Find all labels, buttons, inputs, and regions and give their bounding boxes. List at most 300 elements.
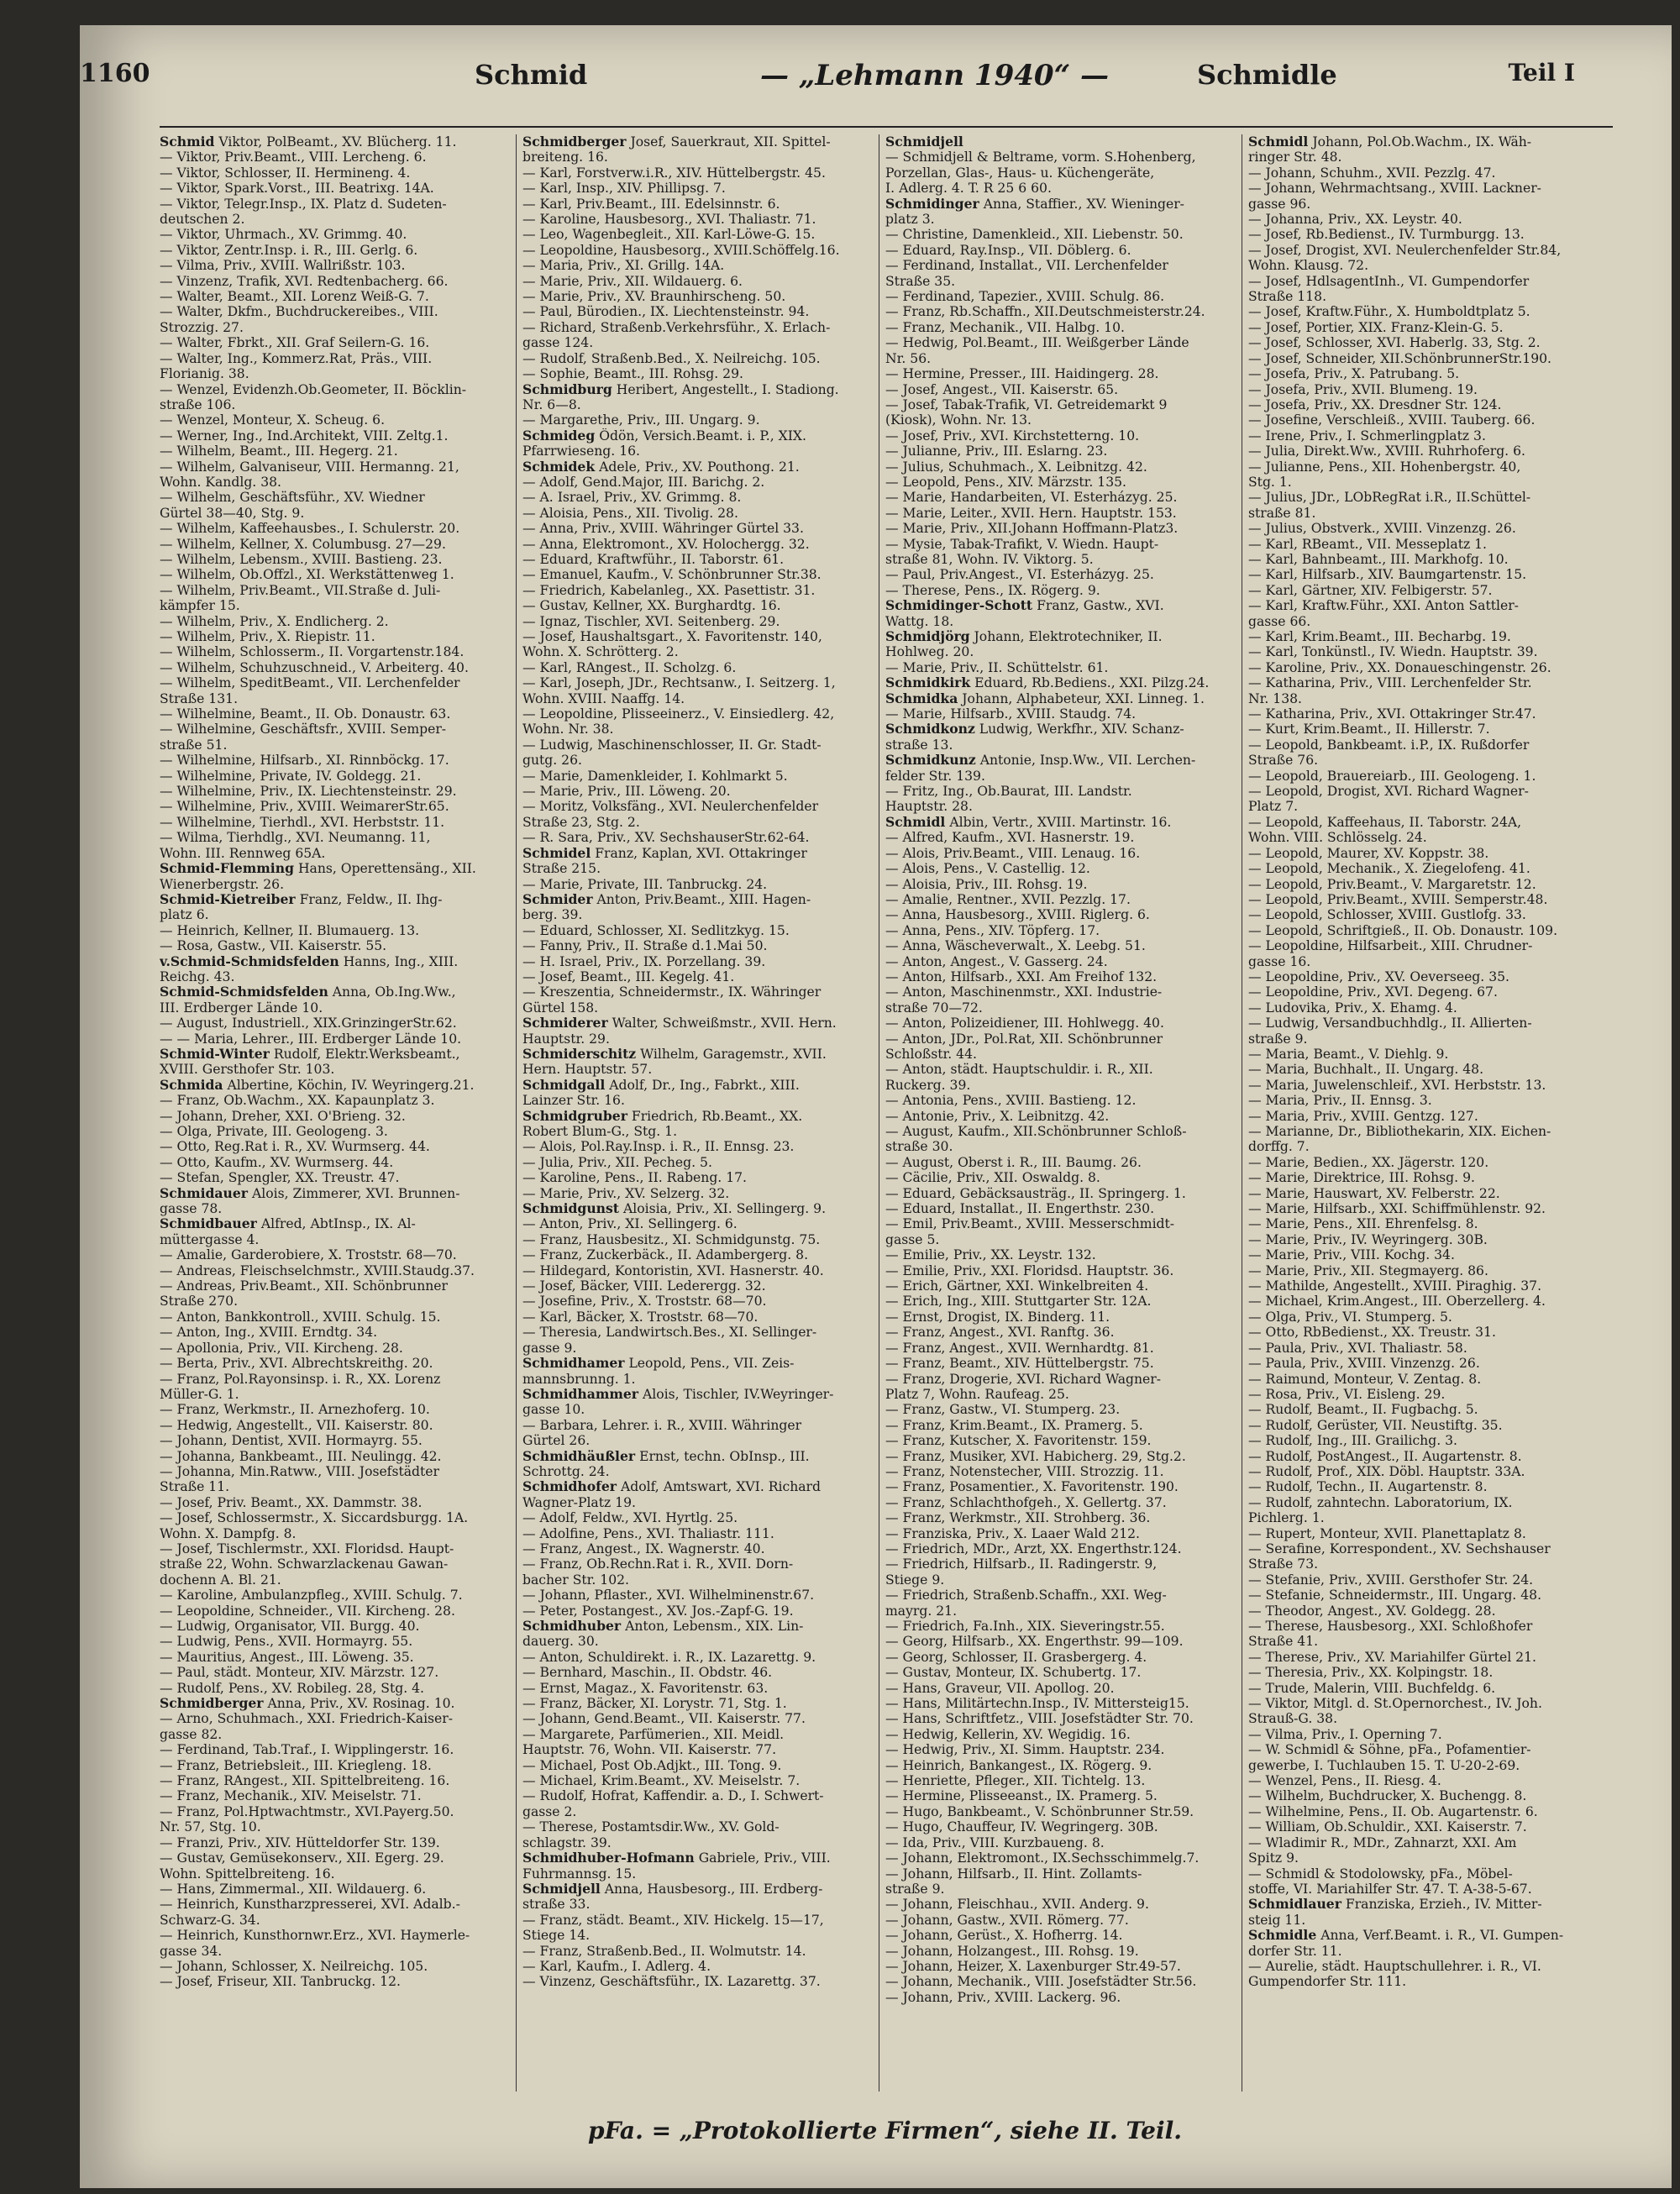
entry-text: — Stefanie, Schneidermstr., III. Ungarg. 48. [1248, 1588, 1542, 1604]
entry-surname: v.Schmid-Schmidsfelden [160, 953, 339, 969]
entry-text: Anna, Ob.Ing.Ww., [328, 984, 456, 1000]
directory-entry-line [160, 412, 511, 428]
directory-entry-line [522, 537, 874, 552]
directory-entry-line [522, 552, 874, 567]
directory-entry-line [1248, 1278, 1599, 1294]
directory-entry-line [522, 969, 874, 984]
directory-entry-line [160, 134, 511, 150]
directory-entry-line [885, 506, 1236, 521]
entry-text: — Karl, Priv.Beamt., III. Edelsinnstr. 6. [522, 196, 780, 212]
entry-text: — Julia, Direkt.Ww., XVIII. Ruhrhoferg. 6. [1248, 444, 1525, 459]
entry-text: — Theresia, Landwirtsch.Bes., XI. Sellinger- [522, 1325, 817, 1341]
entry-text: — August, Industriell., XIX.GrinzingerStr.62. [160, 1016, 457, 1031]
entry-text: — Franz, Schlachthofgeh., X. Gellertg. 37. [885, 1494, 1167, 1510]
directory-entry-line [1248, 1418, 1599, 1433]
entry-text: Friedrich, Rb.Beamt., XX. [627, 1108, 803, 1124]
directory-entry-line [160, 1170, 511, 1185]
directory-entry-line [160, 1913, 511, 1928]
entry-text: — Mathilde, Angestellt., XVIII. Piraghig. 37. [1248, 1278, 1542, 1294]
entry-text: — Josef, Angest., VII. Kaiserstr. 65. [885, 381, 1119, 397]
directory-entry-line [160, 1000, 511, 1016]
entry-text: — Johann, Heizer, X. Laxenburger Str.49-57. [885, 1958, 1181, 1974]
entry-text: Straße 41. [1248, 1634, 1319, 1650]
directory-entry-line [1248, 1170, 1599, 1185]
directory-entry-line [885, 289, 1236, 304]
directory-entry-line [522, 1016, 874, 1031]
entry-text: — Johann, Mechanik., VIII. Josefstädter Str.56. [885, 1974, 1197, 1990]
directory-entry-line [885, 150, 1236, 165]
entry-text: — Franz, Musiker, XVI. Habicherg. 29, Stg.2. [885, 1448, 1186, 1464]
entry-text: — Franz, Pol.Rayonsinsp. i. R., XX. Lorenz [160, 1371, 441, 1387]
entry-text: — Wilhelmine, Beamt., II. Ob. Donaustr. 63. [160, 706, 451, 722]
entry-surname: Schmidkirk [885, 675, 971, 691]
directory-entry-line [522, 258, 874, 273]
entry-text: gasse 10. [522, 1402, 585, 1418]
directory-entry-line [522, 691, 874, 706]
entry-text: — Leo, Wagenbegleit., XII. Karl-Löwe-G. 15. [522, 227, 816, 243]
entry-text: — Rudolf, Techn., II. Augartenstr. 8. [1248, 1479, 1488, 1495]
page-footer: pFa. = „Protokollierte Firmen“, siehe II. Teil. [588, 2117, 1182, 2144]
directory-entry-line [885, 1572, 1236, 1588]
entry-text: — Leopold, Kaffeehaus, II. Taborstr. 24A, [1248, 814, 1522, 830]
entry-text: — Leopold, Schriftgieß., II. Ob. Donaustr. 109. [1248, 922, 1558, 938]
directory-entry-line [160, 1619, 511, 1634]
directory-entry-line [885, 243, 1236, 258]
directory-entry-line [1248, 150, 1599, 165]
entry-text: gasse 9. [522, 1340, 577, 1356]
directory-entry-line [522, 753, 874, 768]
entry-text: — Maria, Beamt., V. Diehlg. 9. [1248, 1046, 1449, 1062]
directory-entry-line [1248, 1479, 1599, 1494]
entry-text: Adele, Priv., XV. Pouthong. 21. [595, 459, 800, 475]
entry-text: — Hans, Schriftfetz., VIII. Josefstädter Str. 70. [885, 1711, 1194, 1727]
entry-text: — Hermine, Plisseeanst., IX. Pramerg. 5. [885, 1788, 1158, 1804]
directory-entry-line [160, 537, 511, 552]
directory-entry-line [1248, 506, 1599, 521]
entry-text: — Adolf, Gend.Major, III. Barichg. 2. [522, 474, 765, 490]
directory-entry-line [885, 629, 1236, 644]
directory-entry-line [522, 475, 874, 490]
directory-entry-line [522, 1109, 874, 1124]
directory-entry-line [522, 1882, 874, 1897]
directory-entry-line [885, 382, 1236, 397]
entry-text: — Wilhelm, Priv.Beamt., VII.Straße d. Juli- [160, 582, 441, 598]
directory-entry-line [885, 227, 1236, 242]
entry-text: Josef, Sauerkraut, XII. Spittel- [626, 134, 831, 150]
entry-text: bacher Str. 102. [522, 1572, 630, 1588]
directory-entry-line [885, 1944, 1236, 1959]
entry-text: — Walter, Fbrkt., XII. Graf Seilern-G. 16. [160, 335, 430, 351]
entry-text: — Marie, Hauswart, XV. Felberstr. 22. [1248, 1185, 1500, 1201]
directory-entry-line [522, 1866, 874, 1882]
directory-entry-line [1248, 1696, 1599, 1711]
directory-entry-line [160, 258, 511, 273]
directory-entry-line [885, 1588, 1236, 1603]
entry-text: — Amalie, Garderobiere, X. Troststr. 68—70. [160, 1247, 457, 1263]
entry-text: — Bernhard, Maschin., II. Obdstr. 46. [522, 1665, 773, 1681]
directory-entry-line [160, 1928, 511, 1943]
directory-entry-line [160, 1124, 511, 1139]
directory-entry-line [1248, 954, 1599, 969]
directory-entry-line [522, 1372, 874, 1387]
entry-text: — Johann, Pflaster., XVI. Wilhelminenstr.67. [522, 1588, 815, 1604]
entry-text: — Franz, Hausbesitz., XI. Schmidgunstg. 75. [522, 1231, 821, 1247]
entry-text: Hauptstr. 76, Wohn. VII. Kaiserstr. 77. [522, 1742, 777, 1758]
directory-column-2 [522, 134, 874, 2100]
entry-text: Franz, Feldw., II. Ihg- [295, 891, 443, 907]
directory-entry-line [1248, 1263, 1599, 1278]
directory-entry-line [522, 134, 874, 150]
entry-text: — Walter, Ing., Kommerz.Rat, Präs., VIII. [160, 350, 433, 366]
directory-entry-line [1248, 1109, 1599, 1124]
entry-text: — Aloisia, Pens., XII. Tivolig. 28. [522, 505, 738, 521]
directory-entry-line [885, 1788, 1236, 1803]
directory-entry-line [885, 614, 1236, 629]
directory-entry-line [1248, 1928, 1599, 1943]
directory-entry-line [885, 1495, 1236, 1510]
directory-entry-line [160, 1016, 511, 1031]
entry-text: Gabriele, Priv., VIII. [694, 1850, 831, 1866]
directory-entry-line [160, 1773, 511, 1788]
directory-entry-line [160, 1788, 511, 1803]
directory-entry-line [522, 1959, 874, 1974]
entry-text: — Franz, Rb.Schaffn., XII.Deutschmeisterstr.24. [885, 304, 1205, 320]
entry-text: — Erich, Ing., XIII. Stuttgarter Str. 12A. [885, 1294, 1152, 1310]
entry-text: — Leopold, Maurer, XV. Koppstr. 38. [1248, 845, 1489, 861]
directory-entry-line [522, 320, 874, 335]
entry-text: Wohn. III. Rennweg 65A. [160, 845, 326, 861]
directory-entry-line [1248, 769, 1599, 784]
entry-text: — Rudolf, Beamt., II. Fugbachg. 5. [1248, 1402, 1478, 1418]
entry-text: — Rudolf, PostAngest., II. Augartenstr. 8. [1248, 1448, 1522, 1464]
header-part: Teil I [1508, 59, 1575, 87]
directory-entry-line [160, 1464, 511, 1479]
entry-text: (Kiosk), Wohn. Nr. 13. [885, 412, 1032, 428]
directory-entry-line [1248, 382, 1599, 397]
directory-entry-line [1248, 274, 1599, 289]
entry-text: — Eduard, Ray.Insp., VII. Döblerg. 6. [885, 242, 1131, 258]
directory-entry-line [160, 1418, 511, 1433]
entry-text: — Rudolf, Straßenb.Bed., X. Neilreichg. 105. [522, 350, 821, 366]
entry-text: Müller-G. 1. [160, 1386, 239, 1402]
entry-text: — Karl, Krim.Beamt., III. Becharbg. 19. [1248, 629, 1511, 644]
directory-entry-line [160, 1031, 511, 1047]
directory-entry-line [885, 1959, 1236, 1974]
directory-entry-line [522, 1928, 874, 1943]
directory-entry-line [1248, 1062, 1599, 1077]
entry-text: — Heinrich, Kunstharzpresserei, XVI. Adalb.- [160, 1897, 460, 1913]
directory-entry-line [1248, 552, 1599, 567]
entry-text: — Franz, Angest., XVII. Wernhardtg. 81. [885, 1340, 1154, 1356]
entry-text: — Margarethe, Priv., III. Ungarg. 9. [522, 412, 760, 428]
entry-text: — Anna, Elektromont., XV. Holochergg. 32. [522, 536, 810, 552]
entry-text: — Viktor, Telegr.Insp., IX. Platz d. Sudeten- [160, 196, 447, 212]
entry-surname: Schmid-Flemming [160, 861, 294, 877]
directory-entry-line [522, 1124, 874, 1139]
directory-entry-line [522, 583, 874, 598]
directory-entry-line [885, 691, 1236, 706]
directory-entry-line [885, 1835, 1236, 1850]
directory-entry-line [1248, 1835, 1599, 1850]
entry-text: — Rosa, Priv., VI. Eisleng. 29. [1248, 1386, 1446, 1402]
entry-text: — Ludovika, Priv., X. Ehamg. 4. [1248, 1000, 1457, 1016]
directory-entry-line [522, 706, 874, 722]
entry-text: mayrg. 21. [885, 1603, 958, 1619]
entry-text: — Marie, Private, III. Tanbruckg. 24. [522, 876, 768, 892]
entry-text: — Wilhelm, Lebensm., XVIII. Bastieng. 23. [160, 551, 443, 567]
entry-text: — Heinrich, Kunsthornwr.Erz., XVI. Haymerle- [160, 1928, 470, 1944]
entry-text: — Rupert, Monteur, XVII. Planettaplatz 8. [1248, 1525, 1526, 1541]
directory-entry-line [160, 1479, 511, 1494]
entry-text: — Marianne, Dr., Bibliothekarin, XIX. Eichen- [1248, 1124, 1551, 1139]
entry-text: — Anna, Priv., XVIII. Währinger Gürtel 33. [522, 521, 804, 537]
directory-entry-line [1248, 1464, 1599, 1479]
directory-entry-line [160, 691, 511, 706]
entry-text: straße 30. [885, 1139, 953, 1155]
entry-text: — Georg, Schlosser, II. Grasbergerg. 4. [885, 1649, 1147, 1665]
directory-entry-line [160, 1588, 511, 1603]
directory-entry-line [160, 1495, 511, 1510]
directory-entry-line [522, 1758, 874, 1773]
directory-entry-line [1248, 181, 1599, 196]
entry-text: — Rudolf, Hofrat, Kaffendir. a. D., I. Schwert- [522, 1788, 824, 1804]
directory-entry-line [522, 1449, 874, 1464]
entry-text: — Heinrich, Kellner, II. Blumauerg. 13. [160, 922, 420, 938]
entry-text: Anna, Verf.Beamt. i. R., VI. Gumpen- [1316, 1928, 1564, 1944]
entry-text: — Eduard, Kraftwführ., II. Taborstr. 61. [522, 551, 785, 567]
directory-entry-line [160, 892, 511, 907]
directory-entry-line [522, 1387, 874, 1402]
directory-entry-line [1248, 567, 1599, 582]
directory-entry-line [1248, 1866, 1599, 1882]
entry-text: — Karl, RBeamt., VII. Messeplatz 1. [1248, 536, 1488, 552]
directory-entry-line [1248, 1093, 1599, 1108]
directory-entry-line [522, 799, 874, 814]
directory-entry-line [885, 1758, 1236, 1773]
entry-text: — Julia, Priv., XII. Pecheg. 5. [522, 1154, 712, 1170]
directory-entry-line [1248, 197, 1599, 212]
entry-text: Heribert, Angestellt., I. Stadiong. [612, 381, 839, 397]
entry-text: Hern. Hauptstr. 57. [522, 1062, 653, 1078]
entry-surname: Schmid-Winter [160, 1046, 270, 1062]
directory-entry-line [885, 490, 1236, 505]
entry-text: — Josef, Schlossermstr., X. Siccardsburgg. 1A. [160, 1510, 469, 1526]
directory-entry-line [522, 644, 874, 659]
directory-entry-line [522, 1619, 874, 1634]
entry-text: Gumpendorfer Str. 111. [1248, 1974, 1407, 1990]
directory-entry-line [885, 1232, 1236, 1247]
directory-entry-line [160, 1742, 511, 1757]
entry-surname: Schmidgall [522, 1077, 606, 1093]
directory-entry-line [885, 1449, 1236, 1464]
entry-text: — Anton, städt. Hauptschuldir. i. R., XII. [885, 1062, 1153, 1078]
directory-entry-line [160, 1078, 511, 1093]
entry-text: gasse 34. [160, 1943, 223, 1959]
directory-entry-line [522, 412, 874, 428]
directory-entry-line [160, 938, 511, 953]
entry-text: — Julius, JDr., LObRegRat i.R., II.Schüttel- [1248, 490, 1531, 506]
directory-entry-line [522, 1232, 874, 1247]
directory-entry-line [522, 1418, 874, 1433]
directory-entry-line [160, 1541, 511, 1556]
entry-text: — Karoline, Priv., XX. Donaueschingenstr. 26. [1248, 659, 1551, 675]
directory-entry-line [160, 830, 511, 845]
entry-text: — Karl, Bäcker, X. Troststr. 68—70. [522, 1309, 759, 1325]
entry-text: — Serafine, Korrespondent., XV. Sechshauser [1248, 1541, 1551, 1556]
entry-text: — Andreas, Fleischselchmstr., XVIII.Staudg.37. [160, 1262, 475, 1278]
directory-entry-line [522, 1804, 874, 1819]
entry-text: — Marie, Leiter., XVII. Hern. Hauptstr. 153. [885, 505, 1177, 521]
directory-entry-line [1248, 243, 1599, 258]
directory-column-1 [160, 134, 511, 2100]
directory-entry-line [1248, 938, 1599, 953]
entry-text: — Marie, Pens., XII. Ehrenfelsg. 8. [1248, 1216, 1478, 1232]
entry-text: — Josef, Schlosser, XVI. Haberlg. 33, Stg. 2. [1248, 335, 1541, 351]
directory-entry-line [1248, 784, 1599, 799]
directory-entry-line [885, 1681, 1236, 1696]
entry-text: Hans, Operettensäng., XII. [293, 861, 476, 877]
directory-entry-line [885, 1866, 1236, 1882]
entry-text: — Wenzel, Monteur, X. Scheug. 6. [160, 412, 386, 428]
directory-entry-line [1248, 412, 1599, 428]
entry-text: — Erich, Gärtner, XXI. Winkelbreiten 4. [885, 1278, 1149, 1294]
directory-entry-line [160, 304, 511, 319]
directory-entry-line [160, 382, 511, 397]
entry-surname: Schmideg [522, 428, 596, 444]
entry-text: — Marie, Direktrice, III. Rohsg. 9. [1248, 1170, 1475, 1186]
entry-text: — Karl, Gärtner, XIV. Felbigerstr. 57. [1248, 582, 1493, 598]
directory-entry-line [160, 583, 511, 598]
directory-entry-line [522, 846, 874, 861]
directory-entry-line [885, 846, 1236, 861]
entry-text: — Emilie, Priv., XX. Leystr. 132. [885, 1247, 1096, 1263]
entry-text: — Josef, Drogist, XVI. Neulerchenfelder Str.84, [1248, 242, 1562, 258]
directory-entry-line [1248, 830, 1599, 845]
entry-text: Stiege 9. [885, 1572, 945, 1588]
entry-text: — Ida, Priv., VIII. Kurzbaueng. 8. [885, 1834, 1105, 1850]
entry-text: — Franz, Werkmstr., XII. Strohberg. 36. [885, 1510, 1151, 1526]
entry-text: Franz, Gastw., XVI. [1032, 598, 1164, 614]
entry-text: — Marie, Handarbeiten, VI. Esterházyg. 25. [885, 490, 1178, 506]
entry-text: — Friedrich, Kabelanleg., XX. Pasettistr. 31. [522, 582, 816, 598]
entry-text: — Josef, Haushaltsgart., X. Favoritenstr. 140, [522, 629, 822, 644]
entry-text: — Schmidjell & Beltrame, vorm. S.Hohenberg, [885, 150, 1196, 165]
directory-entry-line [885, 907, 1236, 922]
directory-entry-line [1248, 1711, 1599, 1726]
directory-entry-line [522, 1495, 874, 1510]
entry-text: — Karoline, Ambulanzpfleg., XVIII. Schulg. 7. [160, 1588, 463, 1604]
directory-entry-line [160, 1974, 511, 1989]
entry-text: Ernst, techn. ObInsp., III. [635, 1448, 810, 1464]
entry-text: — Franz, Drogerie, XVI. Richard Wagner- [885, 1371, 1162, 1387]
entry-text: — Franz, Mechanik., XIV. Meiselstr. 71. [160, 1788, 422, 1804]
entry-text: — Eduard, Gebäcksausträg., II. Springerg. 1. [885, 1185, 1186, 1201]
entry-text: Florianig. 38. [160, 366, 249, 382]
directory-entry-line [1248, 691, 1599, 706]
directory-entry-line [522, 1294, 874, 1309]
entry-text: Wattg. 18. [885, 613, 954, 629]
column-divider [516, 134, 517, 2092]
entry-text: — Josef, Beamt., III. Kegelg. 41. [522, 968, 735, 984]
directory-entry-line [522, 459, 874, 475]
entry-text: gasse 96. [1248, 196, 1311, 212]
entry-text: — Friedrich, Fa.Inh., XIX. Sieveringstr.55. [885, 1619, 1165, 1634]
entry-text: — Leopold, Schlosser, XVIII. Gustlofg. 33. [1248, 907, 1526, 923]
entry-text: — Friedrich, MDr., Arzt, XX. Engerthstr.124. [885, 1541, 1182, 1556]
directory-entry-line [1248, 1201, 1599, 1216]
entry-text: — Apollonia, Priv., VII. Kircheng. 28. [160, 1340, 403, 1356]
directory-entry-line [160, 1665, 511, 1680]
entry-text: Wohn. XVIII. Naaffg. 14. [522, 690, 685, 706]
directory-entry-line [1248, 614, 1599, 629]
directory-entry-line [160, 227, 511, 242]
entry-text: — Ferdinand, Tapezier., XVIII. Schulg. 86. [885, 289, 1165, 305]
entry-text: — Heinrich, Bankangest., IX. Rögerg. 9. [885, 1757, 1152, 1773]
entry-text: — Olga, Priv., VI. Stumperg. 5. [1248, 1309, 1452, 1325]
entry-text: gutg. 26. [522, 753, 582, 769]
entry-text: — Johann, Gerüst., X. Hofherrg. 14. [885, 1928, 1123, 1944]
directory-entry-line [522, 1588, 874, 1603]
entry-surname: Schmidinger [885, 196, 979, 212]
directory-entry-line [522, 954, 874, 969]
directory-entry-line [885, 320, 1236, 335]
directory-entry-line [160, 1804, 511, 1819]
entry-text: Schwarz-G. 34. [160, 1912, 260, 1928]
directory-entry-line [1248, 1031, 1599, 1047]
directory-entry-line [522, 1773, 874, 1788]
directory-entry-line [885, 1556, 1236, 1572]
entry-text: — Franziska, Priv., X. Laaer Wald 212. [885, 1525, 1141, 1541]
directory-entry-line [1248, 1124, 1599, 1139]
directory-entry-line [1248, 1944, 1599, 1959]
entry-text: — Adolf, Feldw., XVI. Hyrtlg. 25. [522, 1510, 738, 1526]
directory-entry-line [885, 830, 1236, 845]
entry-text: — Anton, Schuldirekt. i. R., IX. Lazarettg. 9. [522, 1649, 816, 1665]
directory-entry-line [522, 1835, 874, 1850]
entry-text: — Anton, Hilfsarb., XXI. Am Freihof 132. [885, 968, 1158, 984]
directory-entry-line [160, 490, 511, 505]
directory-entry-line [522, 769, 874, 784]
directory-entry-line [160, 212, 511, 227]
entry-text: — Wenzel, Pens., II. Riesg. 4. [1248, 1773, 1441, 1789]
directory-entry-line [160, 1109, 511, 1124]
entry-text: Anton, Priv.Beamt., XIII. Hagen- [592, 891, 811, 907]
entry-text: — Paula, Priv., XVIII. Vinzenzg. 26. [1248, 1356, 1480, 1372]
directory-entry-line [1248, 1216, 1599, 1231]
directory-entry-line [522, 1201, 874, 1216]
directory-entry-line [1248, 475, 1599, 490]
entry-text: — Ludwig, Pens., XVII. Hormayrg. 55. [160, 1634, 413, 1650]
directory-entry-line [160, 1341, 511, 1356]
entry-text: — Gustav, Gemüsekonserv., XII. Egerg. 29. [160, 1850, 444, 1866]
directory-entry-line [1248, 490, 1599, 505]
directory-entry-line [885, 351, 1236, 366]
directory-entry-line [160, 1186, 511, 1201]
entry-text: — Alfred, Kaufm., XVI. Hasnerstr. 19. [885, 830, 1135, 846]
entry-text: felder Str. 139. [885, 768, 985, 784]
directory-entry-line [885, 1479, 1236, 1494]
entry-text: — Franz, Ob.Rechn.Rat i. R., XVII. Dorn- [522, 1556, 794, 1572]
directory-entry-line [885, 815, 1236, 830]
directory-entry-line [1248, 1356, 1599, 1371]
entry-text: — Marie, Priv., VIII. Kochg. 34. [1248, 1247, 1455, 1263]
entry-text: deutschen 2. [160, 212, 245, 228]
directory-entry-line [885, 181, 1236, 196]
directory-entry-line [160, 1882, 511, 1897]
directory-entry-line [522, 1464, 874, 1479]
directory-entry-line [160, 1650, 511, 1665]
directory-entry-line [1248, 1588, 1599, 1603]
